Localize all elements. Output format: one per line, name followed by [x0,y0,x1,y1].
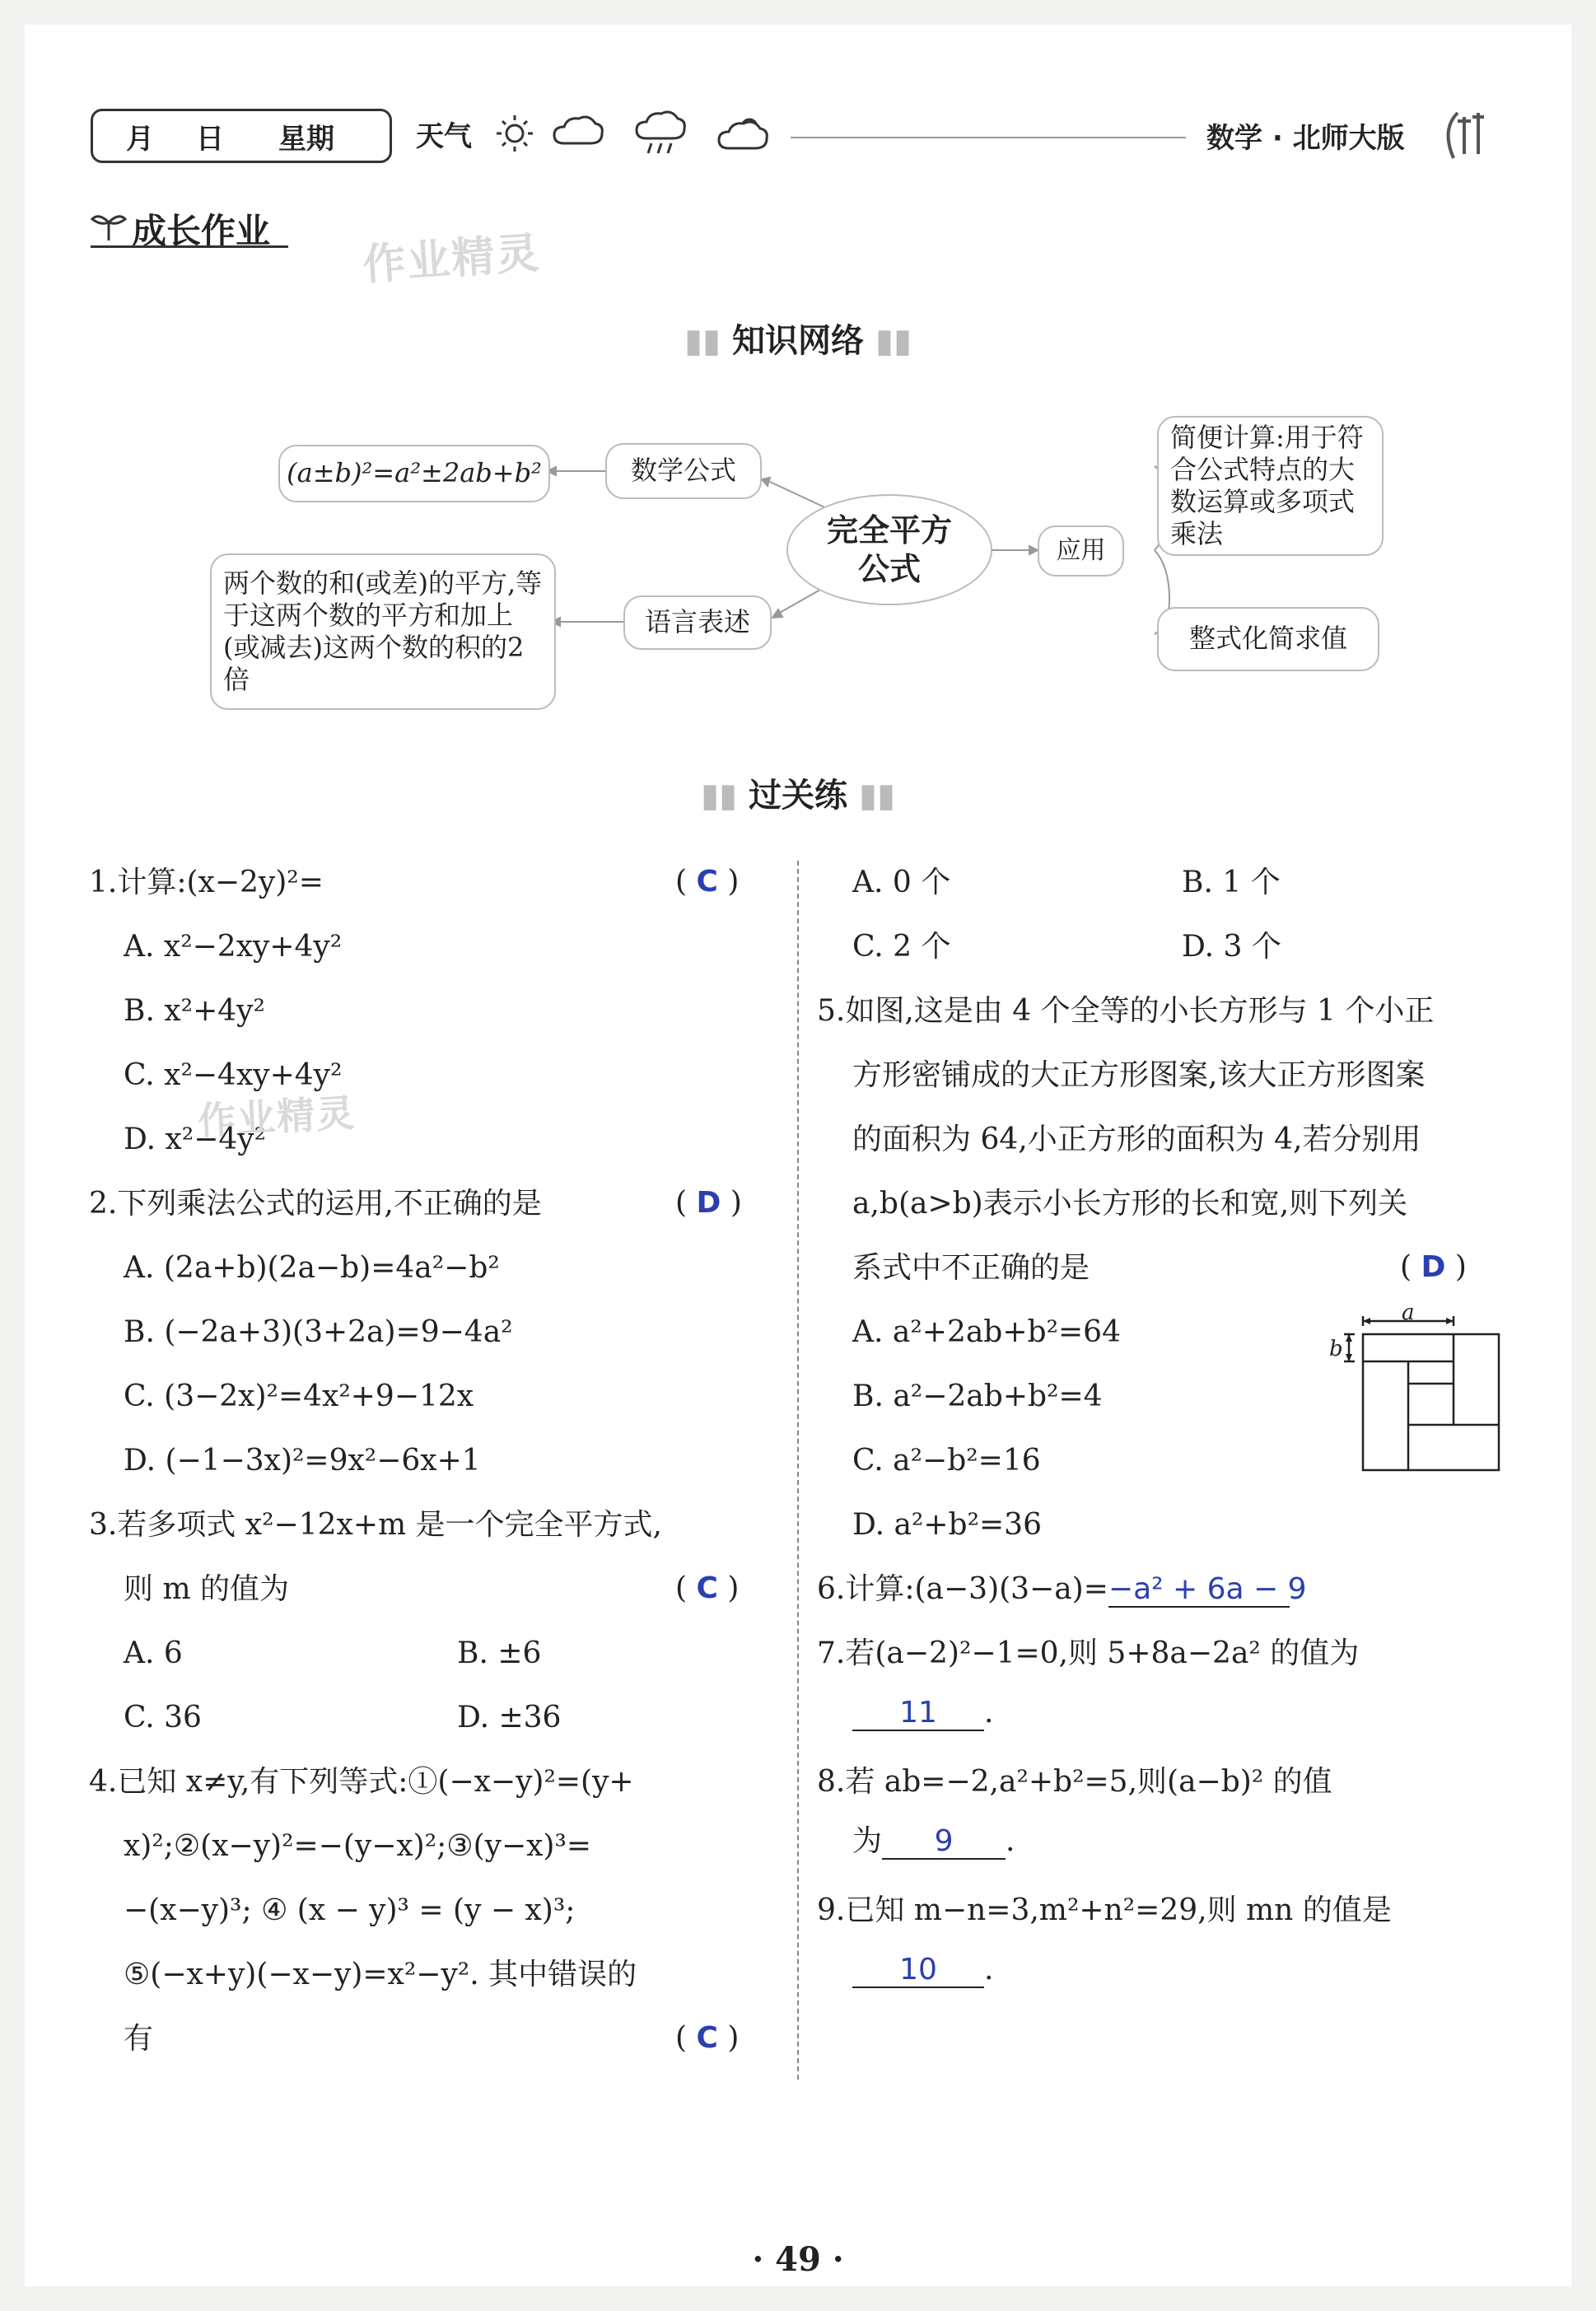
math-formula-node: 数学公式 [605,443,762,499]
page-number: · 49 · [752,2240,844,2279]
q5-line-3: 的面积为 64,小正方形的面积为 4,若分别用 [852,1123,1421,1156]
language-node: 语言表述 [623,595,772,650]
q5-option-c: C. a²−b²=16 [852,1444,1041,1478]
column-divider [797,861,799,2080]
q5-answer: ( D ) [1400,1250,1467,1284]
section-title: 成长作业 [132,211,271,251]
language-desc-node: 两个数的和(或差)的平方,等于这两个数的平方和加上(或减去)这两个数的积的2倍 [210,553,556,710]
q4-line-1: 4.已知 x≠y,有下列等式:①(−x−y)²=(y+ [89,1765,634,1799]
q5-option-d: D. a²+b²=36 [852,1508,1042,1542]
q9-stem: 9.已知 m−n=3,m²+n²=29,则 mn 的值是 [817,1893,1392,1927]
q2-answer: ( D ) [675,1186,742,1220]
q7-stem: 7.若(a−2)²−1=0,则 5+8a−2a² 的值为 [817,1636,1360,1670]
q3-stem: 3.若多项式 x²−12x+m 是一个完全平方式, [89,1508,663,1542]
q3-option-b: B. ±6 [457,1636,542,1670]
q3-stem-2: 则 m 的值为 [124,1572,290,1606]
q6-answer: −a² + 6a − 9 [1108,1572,1307,1606]
q1-option-a: A. x²−2xy+4y² [124,930,343,964]
q4-line-5: 有 [124,2022,154,2056]
formula-node: (a±b)²=a²±2ab+b² [278,445,550,502]
q8-answer: 9 [882,1825,1006,1860]
q5-line-1: 5.如图,这是由 4 个全等的小长方形与 1 个小正 [817,994,1435,1028]
q2-option-d: D. (−1−3x)²=9x²−6x+1 [124,1444,481,1478]
q8-stem: 8.若 ab=−2,a²+b²=5,则(a−b)² 的值 [817,1765,1332,1799]
fig-label-a: a [1402,1301,1415,1325]
q2-stem: 2.下列乘法公式的运用,不正确的是 [89,1187,542,1221]
q3-option-a: A. 6 [124,1636,183,1670]
big-square [1363,1334,1499,1470]
q4-line-3: −(x−y)³; ④ (x − y)³ = (y − x)³; [124,1893,576,1927]
q9-answer-line: 10 . [852,1954,993,1988]
q7-answer-line: 11 . [852,1697,993,1731]
q3-option-d: D. ±36 [457,1701,562,1734]
watermark: 作业精灵 [361,228,543,291]
q2-option-c: C. (3−2x)²=4x²+9−12x [124,1380,474,1413]
application-node: 应用 [1038,525,1124,577]
q4-answer: ( C ) [675,2021,740,2055]
center-node: 完全平方公式 [786,494,992,605]
app1-node: 简便计算:用于符合公式特点的大数运算或多项式乘法 [1157,416,1384,556]
q5-line-5: 系式中不正确的是 [852,1251,1090,1285]
practice-heading: ▮▮ 过关练 ▮▮ [701,777,895,815]
q4-option-c: C. 2 个 [852,930,951,964]
q6: 6.计算:(a−3)(3−a)=−a² + 6a − 9 [817,1572,1307,1606]
weather-label: 天气 [416,120,472,153]
q4-line-2: x)²;②(x−y)²=−(y−x)²;③(y−x)³= [124,1829,592,1863]
fig-label-b: b [1329,1337,1343,1361]
q7-answer: 11 [852,1697,984,1731]
q1-option-b: B. x²+4y² [124,994,265,1028]
month-label: 月 [126,122,154,156]
q5-line-2: 方形密铺成的大正方形图案,该大正方形图案 [852,1058,1426,1092]
day-label: 日 [196,122,224,156]
q5-figure [1318,1301,1515,1482]
subject-label: 数学 · 北师大版 [1206,122,1405,155]
q3-answer: ( C ) [675,1571,740,1605]
q1-answer: ( C ) [675,865,740,899]
q4-option-a: A. 0 个 [852,866,951,899]
q1-option-d: D. x²−4y² [124,1123,267,1156]
q3-option-c: C. 36 [124,1701,202,1734]
app2-node: 整式化简求值 [1157,607,1379,671]
q9-answer: 10 [852,1954,984,1988]
q4-line-4: ⑤(−x+y)(−x−y)=x²−y². 其中错误的 [124,1958,637,1991]
watermark-2: 作业精灵 [196,1090,357,1143]
q4-option-b: B. 1 个 [1182,866,1281,899]
q5-option-a: A. a²+2ab+b²=64 [852,1315,1121,1349]
knowledge-heading: ▮▮ 知识网络 ▮▮ [684,322,912,360]
q1-stem: 1.计算:(x−2y)²= [89,866,324,899]
q2-option-b: B. (−2a+3)(3+2a)=9−4a² [124,1315,513,1349]
q2-option-a: A. (2a+b)(2a−b)=4a²−b² [124,1251,500,1285]
q5-line-4: a,b(a>b)表示小长方形的长和宽,则下列关 [852,1187,1408,1221]
q4-option-d: D. 3 个 [1182,930,1281,964]
q5-option-b: B. a²−2ab+b²=4 [852,1380,1103,1413]
weekday-label: 星期 [278,122,334,156]
q8-answer-line: 为 9 . [852,1824,1015,1858]
q1-option-c: C. x²−4xy+4y² [124,1058,343,1092]
